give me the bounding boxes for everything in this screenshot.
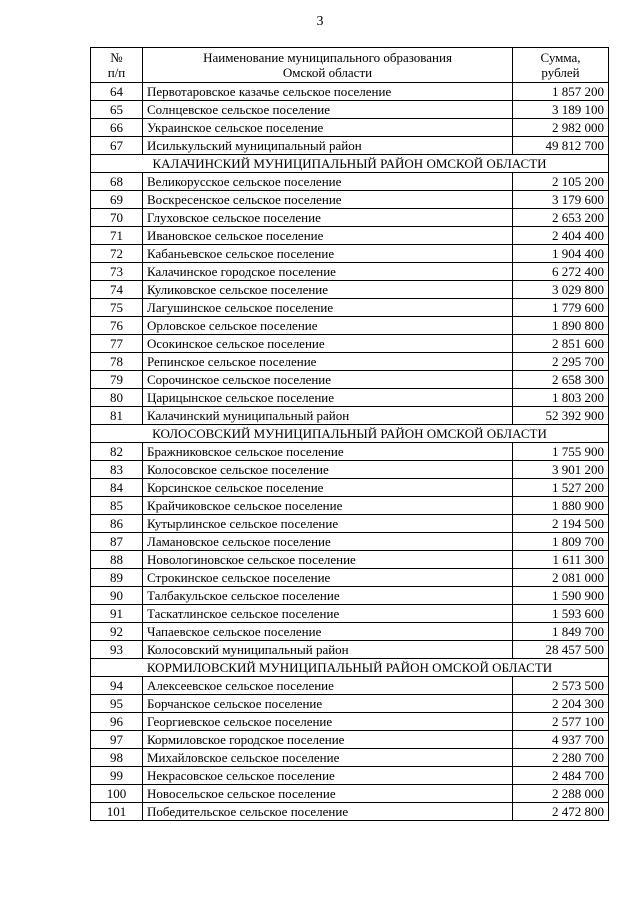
municipality-name: Солнцевское сельское поселение (143, 101, 513, 119)
table-row (91, 83, 609, 101)
municipality-name: Лагушинское сельское поселение (143, 299, 513, 317)
section-title: КОРМИЛОВСКИЙ МУНИЦИПАЛЬНЫЙ РАЙОН ОМСКОЙ ОБЛАСТИ (91, 659, 609, 677)
municipality-name: Калачинское городское поселение (143, 263, 513, 281)
row-number: 73 (91, 263, 143, 281)
table-row (91, 767, 609, 785)
table-row (91, 317, 609, 335)
table-row (91, 713, 609, 731)
amount: 1 904 400 (513, 245, 609, 263)
amount: 1 779 600 (513, 299, 609, 317)
row-number: 99 (91, 767, 143, 785)
row-number: 100 (91, 785, 143, 803)
amount: 3 029 800 (513, 281, 609, 299)
row-number: 68 (91, 173, 143, 191)
amount: 2 204 300 (513, 695, 609, 713)
row-number: 72 (91, 245, 143, 263)
row-number: 80 (91, 389, 143, 407)
municipality-name: Крайчиковское сельское поселение (143, 497, 513, 515)
municipality-name: Воскресенское сельское поселение (143, 191, 513, 209)
amount: 2 194 500 (513, 515, 609, 533)
municipality-name: Царицынское сельское поселение (143, 389, 513, 407)
municipality-name: Осокинское сельское поселение (143, 335, 513, 353)
row-number: 74 (91, 281, 143, 299)
row-number: 98 (91, 749, 143, 767)
table-row (91, 695, 609, 713)
section-header-row (91, 155, 609, 173)
table-row (91, 227, 609, 245)
row-number: 79 (91, 371, 143, 389)
amount: 6 272 400 (513, 263, 609, 281)
row-number: 81 (91, 407, 143, 425)
table-row (91, 263, 609, 281)
section-header-row (91, 659, 609, 677)
municipality-name: Репинское сельское поселение (143, 353, 513, 371)
table-row (91, 353, 609, 371)
municipality-name: Новосельское сельское поселение (143, 785, 513, 803)
municipality-name: Колосовское сельское поселение (143, 461, 513, 479)
amount: 2 982 000 (513, 119, 609, 137)
municipality-name: Борчанское сельское поселение (143, 695, 513, 713)
amount: 2 851 600 (513, 335, 609, 353)
municipality-name: Георгиевское сельское поселение (143, 713, 513, 731)
budget-table (90, 47, 609, 821)
municipality-name: Кормиловское городское поселение (143, 731, 513, 749)
table-row (91, 515, 609, 533)
amount: 2 658 300 (513, 371, 609, 389)
table-row (91, 137, 609, 155)
table-row (91, 623, 609, 641)
header-number-line1: № (110, 50, 123, 65)
table-row (91, 245, 609, 263)
amount: 2 472 800 (513, 803, 609, 821)
row-number: 91 (91, 605, 143, 623)
amount: 1 593 600 (513, 605, 609, 623)
amount: 2 404 400 (513, 227, 609, 245)
row-number: 87 (91, 533, 143, 551)
municipality-name: Михайловское сельское поселение (143, 749, 513, 767)
row-number: 86 (91, 515, 143, 533)
table-row (91, 785, 609, 803)
row-number: 95 (91, 695, 143, 713)
municipality-name: Орловское сельское поселение (143, 317, 513, 335)
table-row (91, 281, 609, 299)
amount: 2 280 700 (513, 749, 609, 767)
table-row (91, 569, 609, 587)
header-row (91, 48, 609, 83)
amount: 2 484 700 (513, 767, 609, 785)
table-row (91, 443, 609, 461)
municipality-name: Сорочинское сельское поселение (143, 371, 513, 389)
amount: 2 577 100 (513, 713, 609, 731)
row-number: 71 (91, 227, 143, 245)
header-name-line2: Омской области (282, 65, 373, 80)
table-row (91, 731, 609, 749)
header-number-line2: п/п (107, 65, 126, 80)
amount: 2 105 200 (513, 173, 609, 191)
amount: 3 189 100 (513, 101, 609, 119)
row-number: 82 (91, 443, 143, 461)
table-row (91, 533, 609, 551)
municipality-name: Колосовский муниципальный район (143, 641, 513, 659)
amount: 1 849 700 (513, 623, 609, 641)
table-row (91, 191, 609, 209)
municipality-name: Победительское сельское поселение (143, 803, 513, 821)
table-row (91, 101, 609, 119)
row-number: 97 (91, 731, 143, 749)
section-title: КОЛОСОВСКИЙ МУНИЦИПАЛЬНЫЙ РАЙОН ОМСКОЙ ОБЛАСТИ (91, 425, 609, 443)
row-number: 69 (91, 191, 143, 209)
row-number: 75 (91, 299, 143, 317)
table-row (91, 641, 609, 659)
section-header-row (91, 425, 609, 443)
row-number: 76 (91, 317, 143, 335)
municipality-name: Некрасовское сельское поселение (143, 767, 513, 785)
amount: 1 890 800 (513, 317, 609, 335)
table-body (91, 83, 609, 821)
municipality-name: Строкинское сельское поселение (143, 569, 513, 587)
municipality-name: Ламановское сельское поселение (143, 533, 513, 551)
municipality-name: Исилькульский муниципальный район (143, 137, 513, 155)
table-row (91, 551, 609, 569)
table-row (91, 677, 609, 695)
municipality-name: Глуховское сельское поселение (143, 209, 513, 227)
row-number: 101 (91, 803, 143, 821)
row-number: 67 (91, 137, 143, 155)
row-number: 88 (91, 551, 143, 569)
table-row (91, 335, 609, 353)
table-row (91, 803, 609, 821)
amount: 2 288 000 (513, 785, 609, 803)
table-row (91, 479, 609, 497)
amount: 3 901 200 (513, 461, 609, 479)
municipality-name: Бражниковское сельское поселение (143, 443, 513, 461)
amount: 28 457 500 (513, 641, 609, 659)
row-number: 85 (91, 497, 143, 515)
municipality-name: Таскатлинское сельское поселение (143, 605, 513, 623)
municipality-name: Новологиновское сельское поселение (143, 551, 513, 569)
table-row (91, 605, 609, 623)
row-number: 90 (91, 587, 143, 605)
municipality-name: Великорусское сельское поселение (143, 173, 513, 191)
header-sum-line2: рублей (541, 65, 580, 80)
row-number: 66 (91, 119, 143, 137)
row-number: 78 (91, 353, 143, 371)
amount: 2 573 500 (513, 677, 609, 695)
amount: 49 812 700 (513, 137, 609, 155)
amount: 1 857 200 (513, 83, 609, 101)
table-row (91, 497, 609, 515)
row-number: 89 (91, 569, 143, 587)
row-number: 77 (91, 335, 143, 353)
table-row (91, 389, 609, 407)
municipality-name: Ивановское сельское поселение (143, 227, 513, 245)
amount: 1 809 700 (513, 533, 609, 551)
section-title: КАЛАЧИНСКИЙ МУНИЦИПАЛЬНЫЙ РАЙОН ОМСКОЙ ОБЛАСТИ (91, 155, 609, 173)
row-number: 84 (91, 479, 143, 497)
municipality-name: Кабаньевское сельское поселение (143, 245, 513, 263)
municipality-name: Алексеевское сельское поселение (143, 677, 513, 695)
amount: 52 392 900 (513, 407, 609, 425)
municipality-name: Куликовское сельское поселение (143, 281, 513, 299)
municipality-name: Украинское сельское поселение (143, 119, 513, 137)
amount: 2 295 700 (513, 353, 609, 371)
table-header (91, 48, 609, 83)
amount: 1 590 900 (513, 587, 609, 605)
row-number: 64 (91, 83, 143, 101)
table-row (91, 407, 609, 425)
amount: 4 937 700 (513, 731, 609, 749)
row-number: 70 (91, 209, 143, 227)
row-number: 83 (91, 461, 143, 479)
municipality-name: Талбакульское сельское поселение (143, 587, 513, 605)
header-sum-line1: Сумма, (540, 50, 581, 65)
table-row (91, 749, 609, 767)
amount: 3 179 600 (513, 191, 609, 209)
table-row (91, 587, 609, 605)
municipality-name: Первотаровское казачье сельское поселение (143, 83, 513, 101)
table-row (91, 119, 609, 137)
municipality-name: Чапаевское сельское поселение (143, 623, 513, 641)
page-number: 3 (316, 14, 324, 29)
amount: 1 880 900 (513, 497, 609, 515)
header-name (143, 48, 513, 83)
table-row (91, 371, 609, 389)
table-row (91, 461, 609, 479)
table-row (91, 173, 609, 191)
amount: 1 527 200 (513, 479, 609, 497)
header-name-line1: Наименование муниципального образования (203, 50, 452, 65)
amount: 2 653 200 (513, 209, 609, 227)
row-number: 96 (91, 713, 143, 731)
municipality-name: Калачинский муниципальный район (143, 407, 513, 425)
row-number: 93 (91, 641, 143, 659)
municipality-name: Кутырлинское сельское поселение (143, 515, 513, 533)
header-sum (513, 48, 609, 83)
amount: 1 803 200 (513, 389, 609, 407)
amount: 2 081 000 (513, 569, 609, 587)
header-number (91, 48, 143, 83)
municipality-name: Корсинское сельское поселение (143, 479, 513, 497)
table-row (91, 209, 609, 227)
row-number: 65 (91, 101, 143, 119)
row-number: 94 (91, 677, 143, 695)
table-row (91, 299, 609, 317)
amount: 1 611 300 (513, 551, 609, 569)
amount: 1 755 900 (513, 443, 609, 461)
row-number: 92 (91, 623, 143, 641)
